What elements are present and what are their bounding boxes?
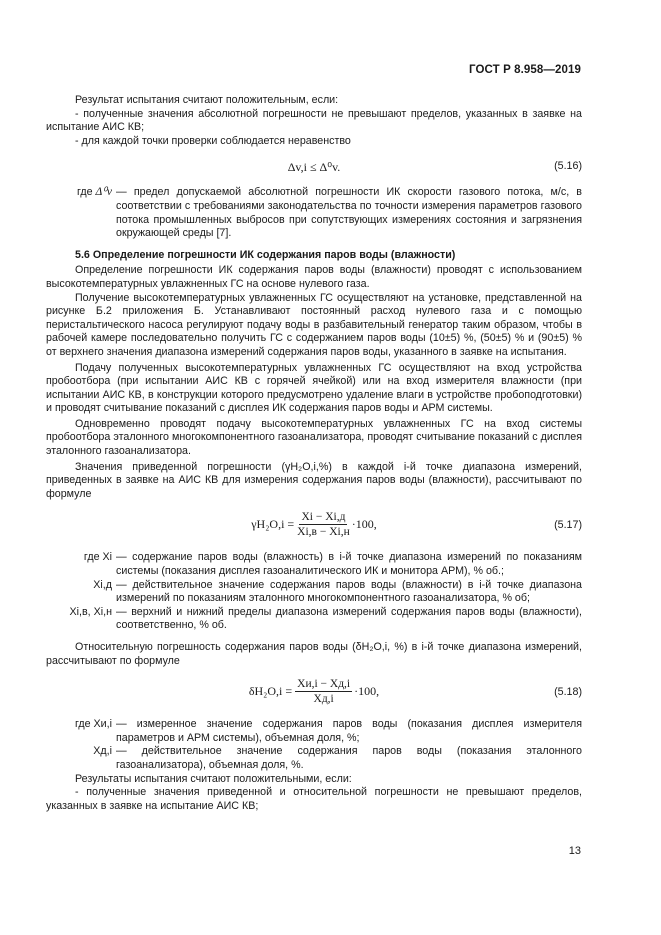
paragraph-f: Относительную погрешность содержания паров воды (δH₂O,i, %) в i-й точке диапазона измерений, рассчитывают по формуле bbox=[46, 641, 582, 667]
equation-5-18-fraction bbox=[295, 678, 352, 705]
equation-5-18-tail: ·100, bbox=[354, 684, 380, 699]
definition-text: — предел допускаемой абсолютной погрешности ИК скорости газового потока, м/с, в соответствии с требованиями законодательства по точности измерения параметров газового потока промышленных выбросов при сопутствующих измерениях состояния и загрязнения окружающей среды [7]. bbox=[116, 186, 582, 240]
def-symbol-xid: Xi,д bbox=[93, 578, 112, 591]
equation-5-17-formula bbox=[46, 511, 582, 538]
page-number: 13 bbox=[568, 845, 581, 857]
def-text-xdi: — действительное значение содержания паров воды (показания эталонного газоанализатора), объемная доля, %. bbox=[116, 745, 582, 771]
equation-5-17-numerator: Xi − Xi,д bbox=[301, 511, 346, 524]
paragraph-c: Подачу полученных высокотемпературных увлажненных ГС осуществляют на вход устройства пробоотбора (при испытании АИС КВ с горячей ячейкой) или на вход измерителя влажности (при испытании АИС КВ, в конструкции которого предусмотрено удаление влаги в устройстве пробоподготовки) и проводят считывание показаний с дисплея ИК содержания паров воды и АРМ системы. bbox=[46, 361, 582, 415]
definitions-5-18 bbox=[46, 718, 582, 772]
equation-5-17-fraction bbox=[297, 511, 350, 538]
equation-5-18-denominator: Xд,i bbox=[313, 693, 334, 706]
closing-paragraph-2: - полученные значения приведенной и относительной погрешности не превышают пределов, указанных в заявке на испытание АИС КВ; bbox=[46, 786, 582, 812]
def-symbol-xmi: где Xи,i bbox=[74, 718, 112, 731]
equation-5-18-lhs: δH₂O,i = bbox=[248, 684, 293, 699]
equation-5-17-tail: ·100, bbox=[351, 517, 377, 532]
closing-paragraph-1: Результаты испытания считают положительными, если: bbox=[75, 772, 352, 785]
equation-5-17 bbox=[46, 507, 582, 545]
def-text-xiv-xin: — верхний и нижний пределы диапазона измерений содержания паров воды (влажности), соответственно, % об. bbox=[116, 605, 582, 632]
definition-5-16 bbox=[46, 186, 582, 240]
equation-5-18 bbox=[46, 674, 582, 712]
definition-symbol: где Δ⁰v bbox=[76, 186, 112, 199]
intro-paragraph-3: - для каждой точки проверки соблюдается неравенство bbox=[75, 134, 351, 147]
intro-paragraph-2: - полученные значения абсолютной погрешности не превышают пределов, указанных в заявке на испытание АИС КВ; bbox=[46, 107, 582, 134]
def-symbol-xi: где Xi bbox=[83, 551, 112, 564]
paragraph-d: Одновременно проводят подачу высокотемпературных увлажненных ГС на вход системы пробоотбора эталонного многокомпонентного газоанализатора, проводят считывание показаний с дисплея эталонного газоанализатора. bbox=[46, 417, 582, 458]
section-heading: 5.6 Определение погрешности ИК содержания паров воды (влажности) bbox=[75, 248, 456, 261]
equation-5-18-formula bbox=[46, 678, 582, 705]
def-text-xid: — действительное значение содержания паров воды (влажности) в i-й точке диапазона измерений по показаниям эталонного многокомпонентного газоанализатора, % об; bbox=[116, 578, 582, 605]
equation-5-18-numerator: Xи,i − Xд,i bbox=[297, 678, 351, 691]
document-header: ГОСТ Р 8.958—2019 bbox=[469, 64, 581, 76]
page-content bbox=[46, 94, 582, 813]
equation-5-17-denominator: Xi,в − Xi,н bbox=[297, 526, 350, 539]
paragraph-e: Значения приведенной погрешности (γH₂O,i,%) в каждой i-й точке диапазона измерений, приведенных в заявке на АИС КВ для измерения содержания паров воды (влажности), рассчитывают по формуле bbox=[46, 460, 582, 500]
paragraph-b: Получение высокотемпературных увлажненных ГС осуществляют на установке, представленной на рисунке Б.2 приложения Б. Устанавливают постоянный расход нулевого газа и с помощью перистальтического насоса регулируют подачу воды в разбавительный генератор таким образом, чтобы в рабочей камере последовательно получить ГС с содержанием паров воды (10±5) %, (50±5) % и (90±5) % от верхнего значения диапазона измерений содержания паров воды, указанного в заявке на испытания. bbox=[46, 291, 582, 358]
def-symbol-xiv-xin: Xi,в, Xi,н bbox=[69, 605, 112, 618]
equation-5-18-number: (5.18) bbox=[554, 686, 582, 699]
paragraph-a: Определение погрешности ИК содержания паров воды (влажности) проводят с использованием высокотемпературных увлажненных ГС на основе нулевого газа. bbox=[46, 264, 582, 290]
equation-5-16 bbox=[46, 152, 582, 182]
def-text-xmi: — измеренное значение содержания паров воды (показания дисплея измерителя параметров и АРМ системы), объемная доля, %; bbox=[116, 718, 582, 744]
equation-5-17-number: (5.17) bbox=[554, 519, 582, 532]
def-symbol-xdi: Xд,i bbox=[93, 745, 112, 758]
def-text-xi: — содержание паров воды (влажность) в i-й точке диапазона измерений по показаниям системы (показания дисплея газоаналитического ИК и монитора АРМ), % об.; bbox=[116, 551, 582, 578]
equation-5-16-formula: Δv,i ≤ Δ⁰v. bbox=[287, 160, 341, 175]
definitions-5-17 bbox=[46, 551, 582, 633]
equation-5-16-number: (5.16) bbox=[554, 160, 582, 173]
intro-paragraph-1: Результат испытания считают положительным, если: bbox=[75, 94, 339, 106]
equation-5-17-lhs: γH₂O,i = bbox=[251, 517, 295, 532]
